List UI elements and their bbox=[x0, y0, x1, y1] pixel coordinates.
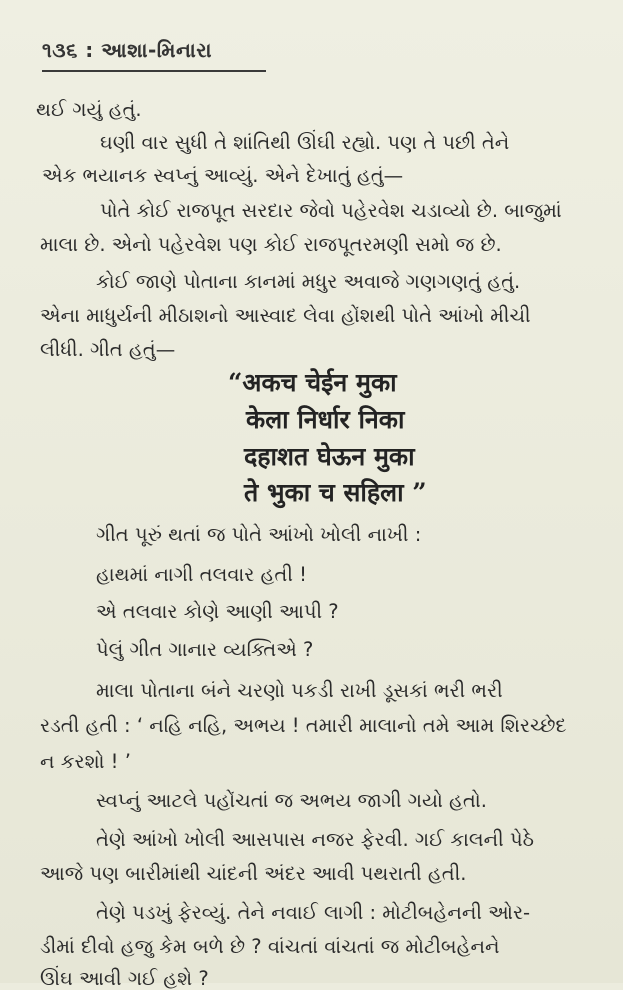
text-line: માલા છે. એનો પહેરવેશ પણ કોઈ રાજપૂતરમણી સમો જ છે. bbox=[40, 233, 502, 256]
text-line: તેણે પડખું ફેરવ્યું. તેને નવાઈ લાગી : મોટીબહેનની ઓર- bbox=[96, 901, 531, 924]
song-line: ते भुका च सहिला ” bbox=[244, 478, 427, 507]
text-line: માલા પોતાના બંને ચરણો પકડી રાખી ડૂસકાં ભરી ભરી bbox=[96, 679, 503, 702]
text-line: એ તલવાર કોણે આણી આપી ? bbox=[96, 600, 339, 623]
text-line: આજે પણ બારીમાંથી ચાંદની અંદર આવી પથરાતી હતી. bbox=[40, 862, 467, 885]
text-line: તેણે આંખો ખોલી આસપાસ નજર ફેરવી. ગઈ કાલની પેઠે bbox=[96, 828, 534, 851]
song-line: “अकच चेईन मुका bbox=[228, 368, 397, 397]
text-line: થઈ ગયું હતું. bbox=[36, 98, 142, 121]
text-line: સ્વપ્નું આટલે પહોંચતાં જ અભય જાગી ગયો હતો. bbox=[96, 789, 487, 812]
text-line: રડતી હતી : ‘ નહિ નહિ, અભય ! તમારી માલાનો તમે આમ શિરચ્છેદ bbox=[40, 714, 567, 737]
text-line: એક ભયાનક સ્વપ્નું આવ્યું. એને દેખાતું હતું— bbox=[42, 164, 404, 187]
text-line: એના માધુર્યની મીઠાશનો આસ્વાદ લેવા હોંશથી પોતે આંખો મીચી bbox=[40, 304, 531, 327]
text-line: પોતે કોઈ રાજપૂત સરદાર જેવો પહેરવેશ ચડાવ્યો છે. બાજુમાં bbox=[100, 199, 562, 222]
text-line: હાથમાં નાગી તલવાર હતી ! bbox=[96, 563, 307, 586]
song-line: केला निर्धार निका bbox=[246, 405, 405, 434]
text-line: કોઈ જાણે પોતાના કાનમાં મધુર અવાજે ગણગણતું હતું. bbox=[96, 270, 521, 293]
text-line: ગીત પૂરું થતાં જ પોતે આંખો ખોલી નાખી : bbox=[96, 523, 422, 546]
text-line: ઘણી વાર સુધી તે શાંતિથી ઊંઘી રહ્યો. પણ તે પછી તેને bbox=[100, 131, 510, 154]
header-underline bbox=[42, 70, 266, 72]
text-line: ન કરશો ! ’ bbox=[40, 750, 131, 773]
song-line: दहाशत घेऊन मुका bbox=[244, 442, 415, 471]
text-line: ડીમાં દીવો હજુ કેમ બળે છે ? વાંચતાં વાંચતાં જ મોટીબહેનને bbox=[40, 935, 500, 958]
text-line: પેલું ગીત ગાનાર વ્યક્તિએ ? bbox=[96, 638, 314, 661]
text-line: લીધી. ગીત હતું— bbox=[40, 338, 176, 361]
running-header: ૧૩૬ : આશા-મિનારા bbox=[42, 38, 212, 62]
text-line: ઊંઘ આવી ગઈ હશે ? bbox=[40, 967, 209, 990]
